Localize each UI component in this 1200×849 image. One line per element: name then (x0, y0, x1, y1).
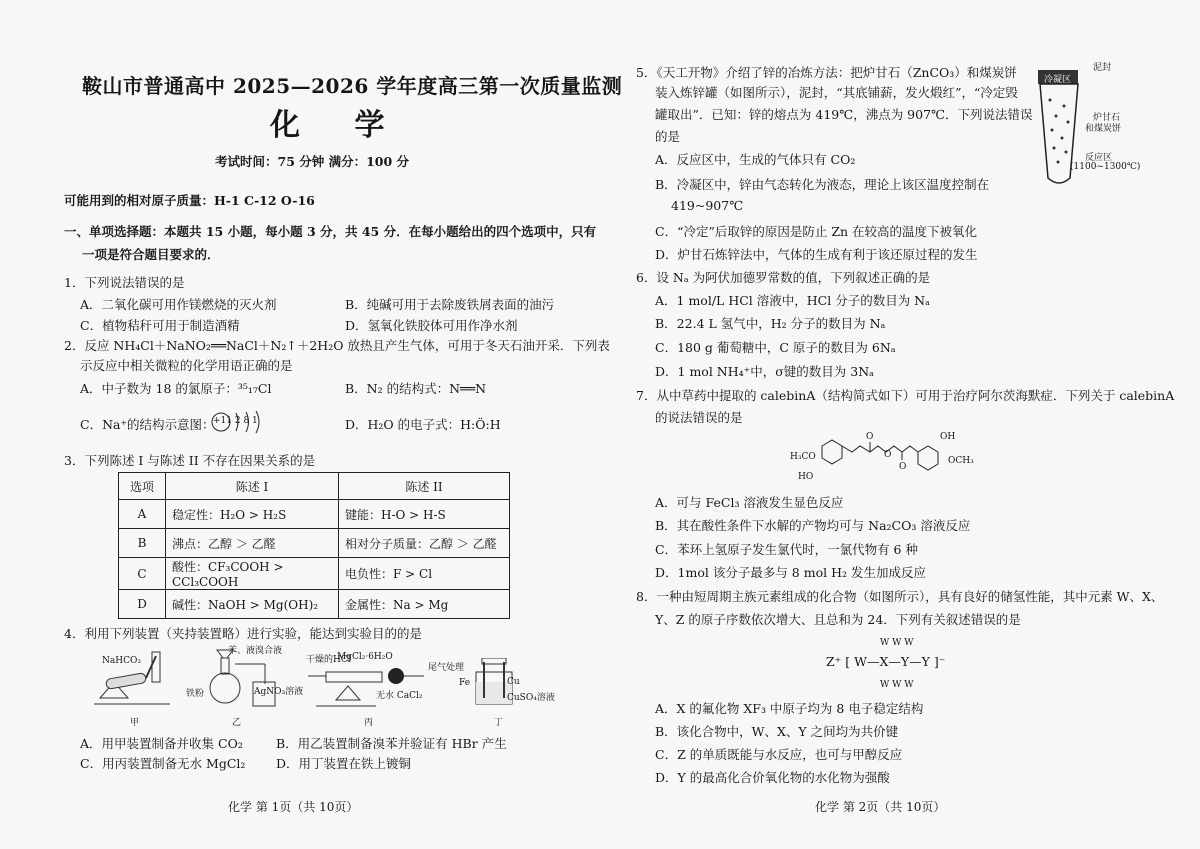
subject-title: 化 学 (270, 108, 407, 143)
caption-yi: 乙 (232, 718, 242, 728)
q6-option-d: D．1 mol NH₄⁺中，σ键的数目为 3Nₐ (655, 364, 874, 379)
q5-stem-3: 罐取出”．已知：锌的熔点为 419℃，沸点为 907℃．下列说法错误 (655, 107, 1033, 122)
q5-option-d: D．炉甘石炼锌法中，气体的生成有利于该还原过程的发生 (655, 247, 978, 262)
q6-option-b: B．22.4 L 氢气中，H₂ 分子的数目为 Nₐ (655, 316, 886, 331)
table-cell: 键能：H-O > H-S (339, 500, 510, 529)
q1-option-d: D．氢氧化铁胶体可用作净水剂 (345, 318, 518, 333)
q2-option-a: A．中子数为 18 的氯原子：³⁵₁₇Cl (80, 381, 272, 396)
q6-option-c: C．180 g 葡萄糖中，C 原子的数目为 6Nₐ (655, 340, 896, 355)
section-heading-cont: 一项是符合题目要求的． (82, 247, 220, 262)
struct-label-oh: OH (940, 432, 956, 442)
struct-label-o2: O (884, 450, 892, 460)
q7-option-a: A．可与 FeCl₃ 溶液发生显色反应 (655, 495, 844, 510)
q2-option-b: B．N₂ 的结构式：N══N (345, 381, 487, 396)
table-cell: D (119, 590, 166, 619)
label-dry-hcl: 干燥的HCl (306, 655, 351, 665)
q5-option-b-cont: 419~907℃ (671, 198, 744, 213)
sodium-ion-diagram-label: +11 2 8 1 (213, 416, 258, 426)
table-header: 陈述 II (339, 473, 510, 500)
q8-struct-mid: Z⁺ [ W—X—Y—Y ]⁻ (826, 654, 946, 669)
label-calamine: 炉甘石 (1093, 113, 1121, 123)
table-cell: 电负性：F > Cl (339, 558, 510, 590)
q8-struct-top: W W W (880, 638, 914, 648)
struct-label-o1: O (866, 432, 874, 442)
label-benzene-bromine: 苯、液溴合液 (228, 646, 283, 656)
caption-ding: 丁 (494, 718, 504, 728)
label-fe: Fe (459, 678, 471, 688)
q3-table (118, 472, 510, 619)
q5-option-b: B．冷凝区中，锌由气态转化为液态，理论上该区温度控制在 (655, 177, 990, 192)
q7-option-c: C．苯环上氢原子发生氯代时，一氯代物有 6 种 (655, 542, 918, 557)
table-cell: B (119, 529, 166, 558)
label-nahco3: NaHCO₃ (102, 656, 141, 666)
table-row (119, 590, 510, 619)
section-heading: 一、单项选择题：本题共 15 小题，每小题 3 分，共 45 分．在每小题给出的四个选项中，只有 (64, 224, 597, 239)
q8-option-a: A．X 的氟化物 XF₃ 中原子均为 8 电子稳定结构 (655, 701, 924, 716)
table-cell: 酸性：CF₃COOH > CCl₃COOH (166, 558, 339, 590)
q4-stem: 4．利用下列装置（夹持装置略）进行实验，能达到实验目的的是 (64, 626, 422, 641)
label-coal-cake: 和煤炭饼 (1085, 124, 1122, 134)
page1-footer: 化学 第 1页（共 10页） (228, 800, 359, 814)
q1-option-a: A．二氧化碳可用作镁燃烧的灭火剂 (80, 297, 277, 312)
q2-option-c: C．Na⁺的结构示意图： (80, 417, 215, 432)
q2-stem: 2．反应 NH₄Cl＋NaNO₂══NaCl＋N₂↑＋2H₂O 放热且产生气体，可用于冬天石油开采．下列表 (64, 338, 610, 353)
q4-option-d: D．用丁装置在铁上镀铜 (276, 756, 412, 771)
label-tail-gas: 尾气处理 (428, 663, 465, 673)
q1-option-b: B．纯碱可用于去除废铁屑表面的油污 (345, 297, 555, 312)
struct-label-och3: OCH₃ (948, 456, 974, 466)
q4-option-b: B．用乙装置制备溴苯并验证有 HBr 产生 (276, 736, 507, 751)
q1-stem: 1．下列说法错误的是 (64, 275, 185, 290)
label-mgcl2: MgCl₂·6H₂O (337, 652, 393, 662)
q2-stem-cont: 示反应中相关微粒的化学用语正确的是 (80, 358, 293, 373)
q6-stem: 6．设 Nₐ 为阿伏加德罗常数的值，下列叙述正确的是 (636, 270, 931, 285)
label-cu: Cu (507, 677, 520, 687)
q7-option-b: B．其在酸性条件下水解的产物均可与 Na₂CO₃ 溶液反应 (655, 518, 971, 533)
q8-struct-bot: W W W (880, 680, 914, 690)
q8-option-d: D．Y 的最高化合价氧化物的水化物为强酸 (655, 770, 890, 785)
q4-option-c: C．用丙装置制备无水 MgCl₂ (80, 756, 246, 771)
q5-stem-1: 5．《天工开物》介绍了锌的冶炼方法：把炉甘石（ZnCO₃）和煤炭饼 (636, 65, 1017, 80)
q8-stem-1: 8．一种由短周期主族元素组成的化合物（如图所示），具有良好的储氢性能，其中元素 W、X、 (636, 589, 1164, 604)
page2-footer: 化学 第 2页（共 10页） (815, 800, 946, 814)
label-reaction-zone: 反应区 (1085, 153, 1113, 163)
q2-option-d: D．H₂O 的电子式：H:Ö:H (345, 417, 501, 432)
table-header-row (119, 473, 510, 500)
table-cell: A (119, 500, 166, 529)
struct-label-ho: HO (798, 472, 814, 482)
exam-info: 考试时间：75 分钟 满分：100 分 (215, 154, 410, 169)
label-cacl2: 无水 CaCl₂ (376, 691, 423, 701)
table-cell: 相对分子质量：乙醇 ＞ 乙醛 (339, 529, 510, 558)
struct-label-o3: O (899, 462, 907, 472)
q7-option-d: D．1mol 该分子最多与 8 mol H₂ 发生加成反应 (655, 565, 926, 580)
q8-option-c: C．Z 的单质既能与水反应，也可与甲醇反应 (655, 747, 903, 762)
q8-option-b: B．该化合物中，W、X、Y 之间均为共价键 (655, 724, 899, 739)
label-iron-powder: 铁粉 (186, 689, 205, 699)
q8-stem-2: Y、Z 的原子序数依次增大、且总和为 24．下列有关叙述错误的是 (655, 612, 1021, 627)
q4-option-a: A．用甲装置制备并收集 CO₂ (80, 736, 243, 751)
table-cell: 金属性：Na > Mg (339, 590, 510, 619)
q1-option-c: C．植物秸秆可用于制造酒精 (80, 318, 240, 333)
q5-option-c: C．“冷定”后取锌的原因是防止 Zn 在较高的温度下被氧化 (655, 224, 978, 239)
table-row (119, 558, 510, 590)
q3-stem: 3．下列陈述 I 与陈述 II 不存在因果关系的是 (64, 453, 316, 468)
caption-bing: 丙 (364, 718, 374, 728)
label-cuso4: CuSO₄溶液 (507, 693, 555, 703)
struct-label-h3co: H₃CO (790, 452, 816, 462)
atomic-mass-note: 可能用到的相对原子质量：H-1 C-12 O-16 (64, 193, 315, 208)
table-header: 陈述 I (166, 473, 339, 500)
q6-option-a: A．1 mol/L HCl 溶液中，HCl 分子的数目为 Nₐ (655, 293, 930, 308)
q5-option-a: A．反应区中，生成的气体只有 CO₂ (655, 152, 856, 167)
q5-stem-4: 的是 (655, 129, 681, 144)
q7-stem-1: 7．从中草药中提取的 calebinA（结构简式如下）可用于治疗阿尔茨海默症．下列关于 calebinA (636, 388, 1175, 403)
table-cell: C (119, 558, 166, 590)
page-title: 鞍山市普通高中 2025—2026 学年度高三第一次质量监测 (82, 74, 623, 98)
label-reaction-temp: (1100~1300℃) (1070, 162, 1141, 172)
table-cell: 碱性：NaOH > Mg(OH)₂ (166, 590, 339, 619)
q7-stem-2: 的说法错误的是 (655, 410, 743, 425)
label-condense-zone: 冷凝区 (1044, 75, 1072, 85)
table-cell: 稳定性：H₂O > H₂S (166, 500, 339, 529)
table-row (119, 529, 510, 558)
table-header: 选项 (119, 473, 166, 500)
table-row (119, 500, 510, 529)
label-mud-seal: 泥封 (1093, 63, 1112, 73)
table-cell: 沸点：乙醇 ＞ 乙醛 (166, 529, 339, 558)
label-agno3: AgNO₃溶液 (254, 687, 304, 697)
caption-jia: 甲 (130, 718, 140, 728)
q5-stem-2: 装入炼锌罐（如图所示），泥封，“其底铺薪，发火煅红”，“冷定毁 (655, 85, 1018, 100)
